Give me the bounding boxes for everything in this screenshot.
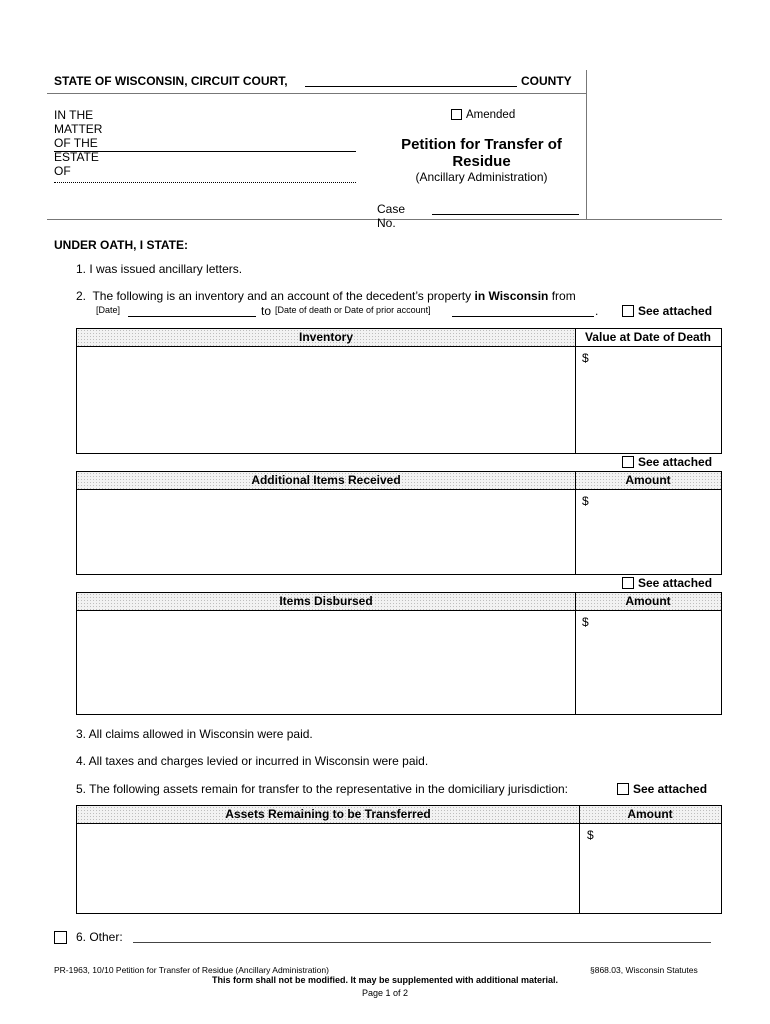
death-date-label: [Date of death or Date of prior account] — [275, 305, 431, 315]
page-number: Page 1 of 2 — [361, 988, 409, 998]
inventory-entry-area[interactable] — [77, 347, 574, 453]
statute-reference: §868.03, Wisconsin Statutes — [590, 965, 698, 975]
additional-amount-area[interactable] — [576, 490, 721, 574]
case-no-label: Case No. — [377, 202, 406, 230]
county-label: COUNTY — [521, 74, 572, 88]
other-field[interactable] — [133, 942, 711, 943]
item-4: 4. All taxes and charges levied or incurred in Wisconsin were paid. — [76, 754, 429, 768]
header-vertical-rule — [586, 70, 587, 220]
see-attached-label-disbursed: See attached — [638, 576, 713, 590]
date-label: [Date] — [96, 305, 121, 315]
see-attached-label-inventory: See attached — [638, 304, 713, 318]
inventory-table — [76, 328, 722, 454]
item-6: 6. Other: — [76, 930, 123, 944]
form-title — [381, 136, 582, 170]
see-attached-checkbox-remaining[interactable] — [617, 783, 629, 795]
death-date-field[interactable] — [452, 316, 594, 317]
date-field[interactable] — [128, 316, 256, 317]
remaining-entry-area[interactable] — [77, 824, 578, 913]
footer-notice: This form shall not be modified. It may be supplemented with additional material. — [211, 975, 559, 985]
inventory-value-area[interactable] — [576, 347, 721, 453]
court-label: STATE OF WISCONSIN, CIRCUIT COURT, — [54, 74, 288, 88]
additional-entry-area[interactable] — [77, 490, 574, 574]
item-2 — [76, 289, 576, 303]
case-no-field[interactable] — [432, 214, 579, 215]
form-title-line2: Residue — [452, 153, 511, 170]
additional-items-table — [76, 471, 722, 575]
items-disbursed-table — [76, 592, 722, 715]
item-3: 3. All claims allowed in Wisconsin were paid. — [76, 727, 313, 741]
header-top-rule — [47, 93, 586, 94]
remaining-amount-area[interactable] — [580, 824, 721, 913]
decedent-name-field-2[interactable] — [54, 182, 356, 183]
assets-remaining-header: Assets Remaining to be Transferred — [77, 806, 579, 824]
amended-label: Amended — [466, 109, 516, 121]
currency-symbol: $ — [582, 494, 589, 508]
see-attached-label-remaining: See attached — [633, 782, 708, 796]
period: . — [595, 304, 599, 318]
decedent-name-field[interactable] — [54, 151, 356, 152]
see-attached-checkbox-disbursed[interactable] — [622, 577, 634, 589]
item-1: 1. I was issued ancillary letters. — [76, 262, 243, 276]
items-disbursed-header: Items Disbursed — [77, 593, 575, 611]
see-attached-checkbox-inventory[interactable] — [622, 305, 634, 317]
disbursed-entry-area[interactable] — [77, 611, 574, 714]
amount-header: Amount — [575, 593, 721, 611]
estate-label: IN THE MATTER OF THE ESTATE OF — [54, 108, 103, 178]
value-header: Value at Date of Death — [575, 329, 721, 347]
assets-remaining-table — [76, 805, 722, 914]
see-attached-label-additional: See attached — [638, 455, 713, 469]
form-title-line1: Petition for Transfer of — [401, 136, 562, 153]
additional-items-header: Additional Items Received — [77, 472, 575, 490]
form-id: PR-1963, 10/10 Petition for Transfer of Residue (Ancillary Administration) — [54, 965, 329, 975]
disbursed-amount-area[interactable] — [576, 611, 721, 714]
item-5: 5. The following assets remain for transfer to the representative in the domiciliary jurisdiction: — [76, 782, 569, 796]
currency-symbol: $ — [587, 828, 594, 842]
amount-header: Amount — [579, 806, 721, 824]
amount-header: Amount — [575, 472, 721, 490]
item-2-text: 2. The following is an inventory and an account of the decedent’s property — [76, 289, 475, 303]
county-name-field[interactable] — [305, 86, 517, 87]
amended-checkbox[interactable] — [451, 109, 462, 120]
item-2-bold: in Wisconsin — [474, 289, 549, 303]
currency-symbol: $ — [582, 351, 589, 365]
inventory-header: Inventory — [77, 329, 575, 347]
oath-heading: UNDER OATH, I STATE: — [54, 238, 188, 252]
currency-symbol: $ — [582, 615, 589, 629]
other-checkbox[interactable] — [54, 931, 67, 944]
item-2-post: from — [548, 289, 576, 303]
see-attached-checkbox-additional[interactable] — [622, 456, 634, 468]
to-label: to — [261, 304, 272, 318]
form-subtitle: (Ancillary Administration) — [415, 170, 548, 184]
